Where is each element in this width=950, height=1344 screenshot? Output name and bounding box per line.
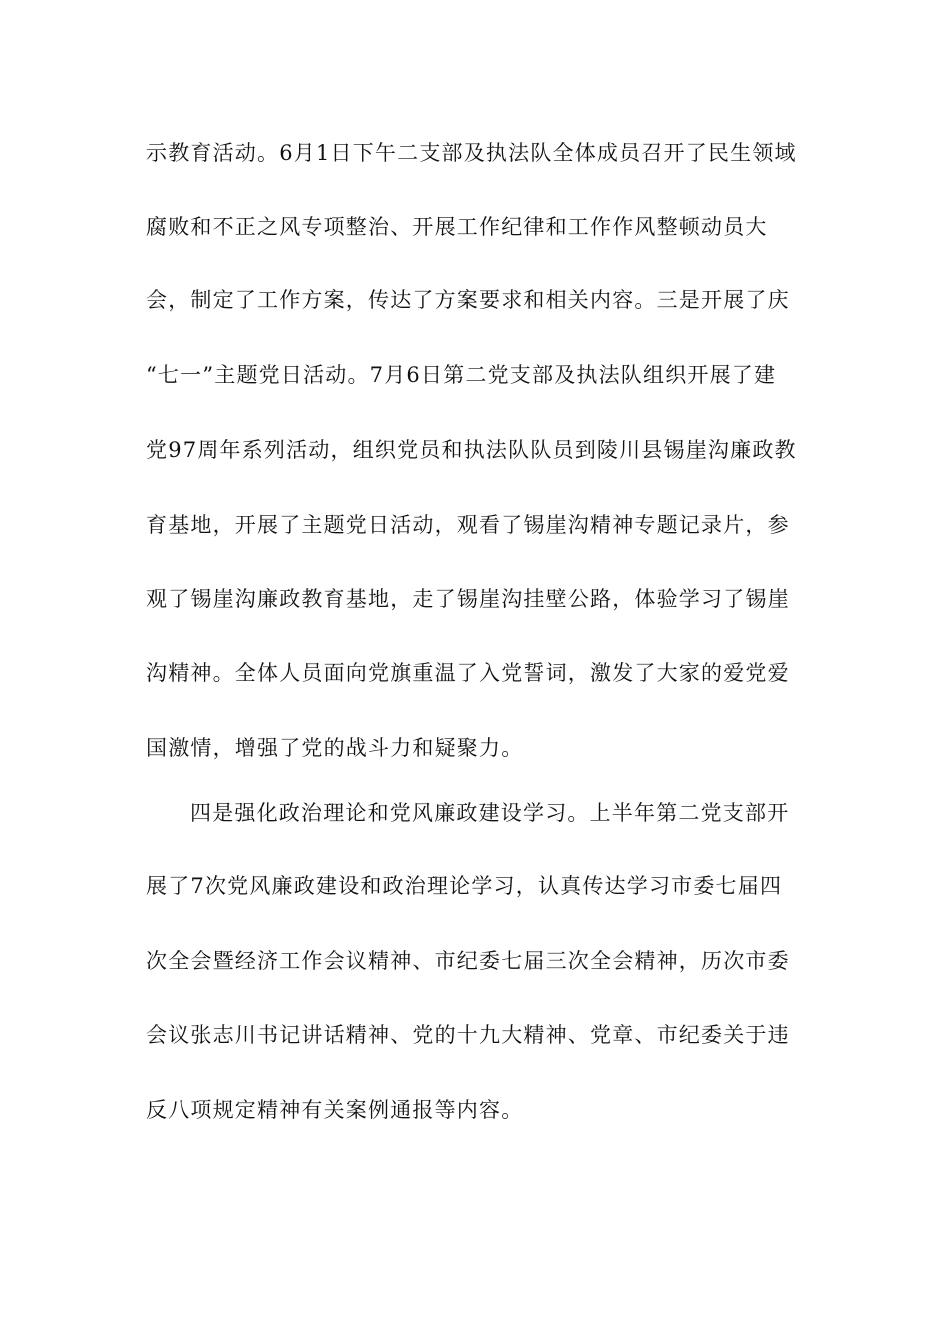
text-line: 会，制定了工作方案，传达了方案要求和相关内容。三是开展了庆 <box>146 288 790 312</box>
paragraph-first-line: 四是强化政治理论和党风廉政建设学习。上半年第二党支部开 <box>190 801 790 825</box>
text-line: 示教育活动。6月1日下午二支部及执法队全体成员召开了民生领域 <box>146 141 797 165</box>
text-line: 党97周年系列活动，组织党员和执法队队员到陵川县锡崖沟廉政教 <box>146 438 797 462</box>
text-line: 次全会暨经济工作会议精神、市纪委七届三次全会精神，历次市委 <box>146 949 790 973</box>
text-line: 展了7次党风廉政建设和政治理论学习，认真传达学习市委七届四 <box>146 874 783 898</box>
text-line: 育基地，开展了主题党日活动，观看了锡崖沟精神专题记录片，参 <box>146 513 790 537</box>
text-line: 会议张志川书记讲话精神、党的十九大精神、党章、市纪委关于违 <box>146 1023 790 1047</box>
text-line: “七一”主题党日活动。7月6日第二党支部及执法队组织开展了建 <box>146 363 777 387</box>
text-line: 观了锡崖沟廉政教育基地，走了锡崖沟挂壁公路，体验学习了锡崖 <box>146 587 790 611</box>
text-line: 沟精神。全体人员面向党旗重温了入党誓词，激发了大家的爱党爱 <box>146 661 790 685</box>
text-line: 国激情，增强了党的战斗力和疑聚力。 <box>146 736 524 760</box>
text-line: 腐败和不正之风专项整治、开展工作纪律和工作作风整顿动员大 <box>146 215 768 239</box>
text-line: 反八项规定精神有关案例通报等内容。 <box>146 1098 524 1122</box>
